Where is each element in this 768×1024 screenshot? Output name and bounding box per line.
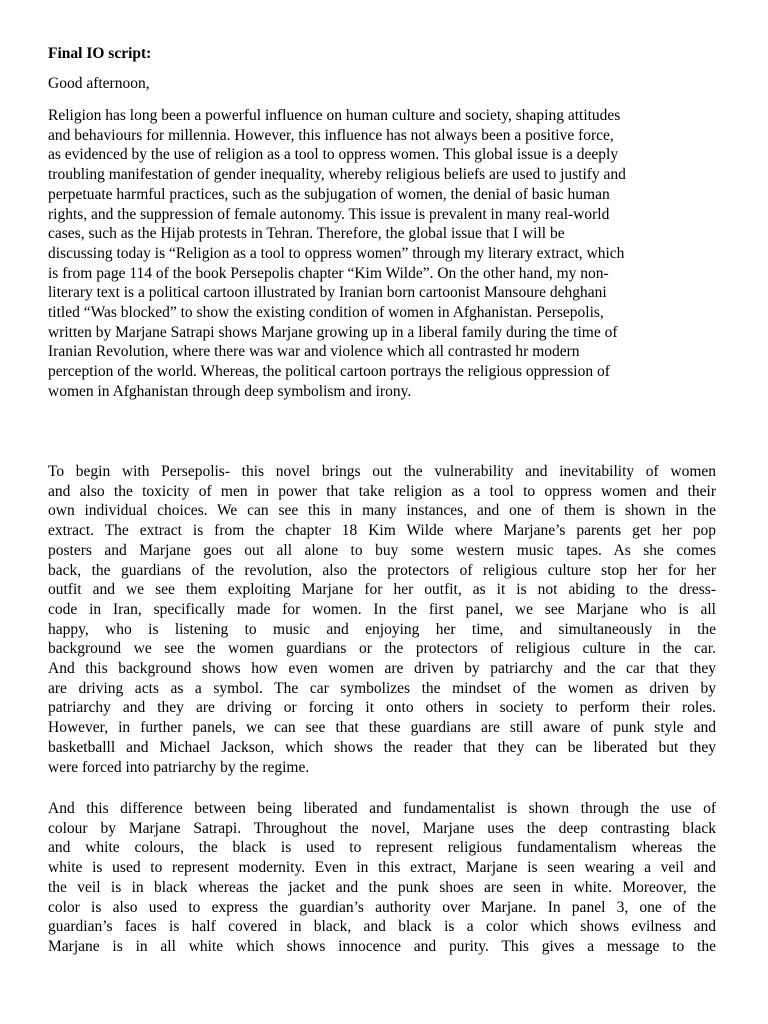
text-line: code in Iran, specifically made for women. In the first panel, we see Marjane who is all xyxy=(48,600,716,618)
text-line: is from page 114 of the book Persepolis chapter “Kim Wilde”. On the other hand, my non- xyxy=(48,264,609,282)
text-line: troubling manifestation of gender inequality, whereby religious beliefs are used to justify and xyxy=(48,166,626,184)
text-line: back, the guardians of the revolution, also the protectors of religious culture stop her for her xyxy=(48,561,716,579)
text-line: white is used to represent modernity. Even in this extract, Marjane is seen wearing a veil and xyxy=(48,859,716,877)
text-line: written by Marjane Satrapi shows Marjane growing up in a liberal family during the time of xyxy=(48,323,618,341)
text-line: are driving acts as a symbol. The car symbolizes the mindset of the women as driven by xyxy=(48,679,716,697)
text-line: patriarchy and they are driving or forcing it onto others in society to perform their roles. xyxy=(48,699,716,717)
text-line: were forced into patriarchy by the regime. xyxy=(48,758,310,776)
text-line: Religion has long been a powerful influence on human culture and society, shaping attitudes xyxy=(48,107,621,124)
text-line: rights, and the suppression of female autonomy. This issue is prevalent in many real-world xyxy=(48,205,610,223)
text-line: background we see the women guardians or the protectors of religious culture in the car. xyxy=(48,640,716,658)
text-line: Marjane is in all white which shows innocence and purity. This gives a message to the xyxy=(48,937,716,955)
text-line: perpetuate harmful practices, such as the subjugation of women, the denial of basic human xyxy=(48,185,610,203)
text-line: basketballl and Michael Jackson, which shows the reader that they can be liberated but they xyxy=(48,738,716,756)
text-line: literary text is a political cartoon illustrated by Iranian born cartoonist Mansoure dehghani xyxy=(48,284,607,302)
text-line: and behaviours for millennia. However, this influence has not always been a positive force, xyxy=(48,126,614,144)
text-line: colour by Marjane Satrapi. Throughout the novel, Marjane uses the deep contrasting black xyxy=(48,819,716,837)
document-title: Final IO script: xyxy=(48,45,152,62)
text-line: And this difference between being liberated and fundamentalist is shown through the use of xyxy=(48,800,716,817)
text-line: perception of the world. Whereas, the political cartoon portrays the religious oppression of xyxy=(48,363,610,381)
text-line: as evidenced by the use of religion as a tool to oppress women. This global issue is a deeply xyxy=(48,146,619,164)
text-line: happy, who is listening to music and enjoying her time, and simultaneously in the xyxy=(48,620,716,638)
text-line: Iranian Revolution, where there was war and violence which all contrasted hr modern xyxy=(48,343,580,361)
text-line: guardian’s faces is half covered in black, and black is a color which shows evilness and xyxy=(48,918,716,936)
greeting-line: Good afternoon, xyxy=(48,75,150,92)
text-line: color is also used to express the guardian’s authority over Marjane. In panel 3, one of the xyxy=(48,898,716,916)
paragraph-introduction xyxy=(48,106,716,402)
text-line: women in Afghanistan through deep symbolism and irony. xyxy=(48,382,412,400)
text-line: the veil is in black whereas the jacket and the punk shoes are seen in white. Moreover, the xyxy=(48,878,716,896)
text-line: cases, such as the Hijab protests in Tehran. Therefore, the global issue that I will be xyxy=(48,225,565,243)
text-line: To begin with Persepolis- this novel brings out the vulnerability and inevitability of women xyxy=(48,463,716,480)
text-line: own individual choices. We can see this in many instances, and one of them is shown in the xyxy=(48,502,716,520)
text-line: extract. The extract is from the chapter 18 Kim Wilde where Marjane’s parents get her pop xyxy=(48,522,716,540)
text-line: discussing today is “Religion as a tool to oppress women” through my literary extract, which xyxy=(48,244,625,262)
text-line: and white colours, the black is used to represent religious fundamentalism whereas the xyxy=(48,839,716,857)
text-line: titled “Was blocked” to show the existing condition of women in Afghanistan. Persepolis, xyxy=(48,304,604,322)
text-line: And this background shows how even women are driven by patriarchy and the car that they xyxy=(48,660,716,678)
text-line: outfit and we see them exploiting Marjane for her outfit, as it is not abiding to the dress- xyxy=(48,581,716,599)
paragraph-colour-analysis xyxy=(48,799,716,957)
paragraph-persepolis-analysis xyxy=(48,462,716,777)
text-line: and also the toxicity of men in power that take religion as a tool to oppress women and their xyxy=(48,482,716,500)
text-line: However, in further panels, we can see that these guardians are still aware of punk style and xyxy=(48,719,716,737)
text-line: posters and Marjane goes out all alone to buy some western music tapes. As she comes xyxy=(48,541,716,559)
